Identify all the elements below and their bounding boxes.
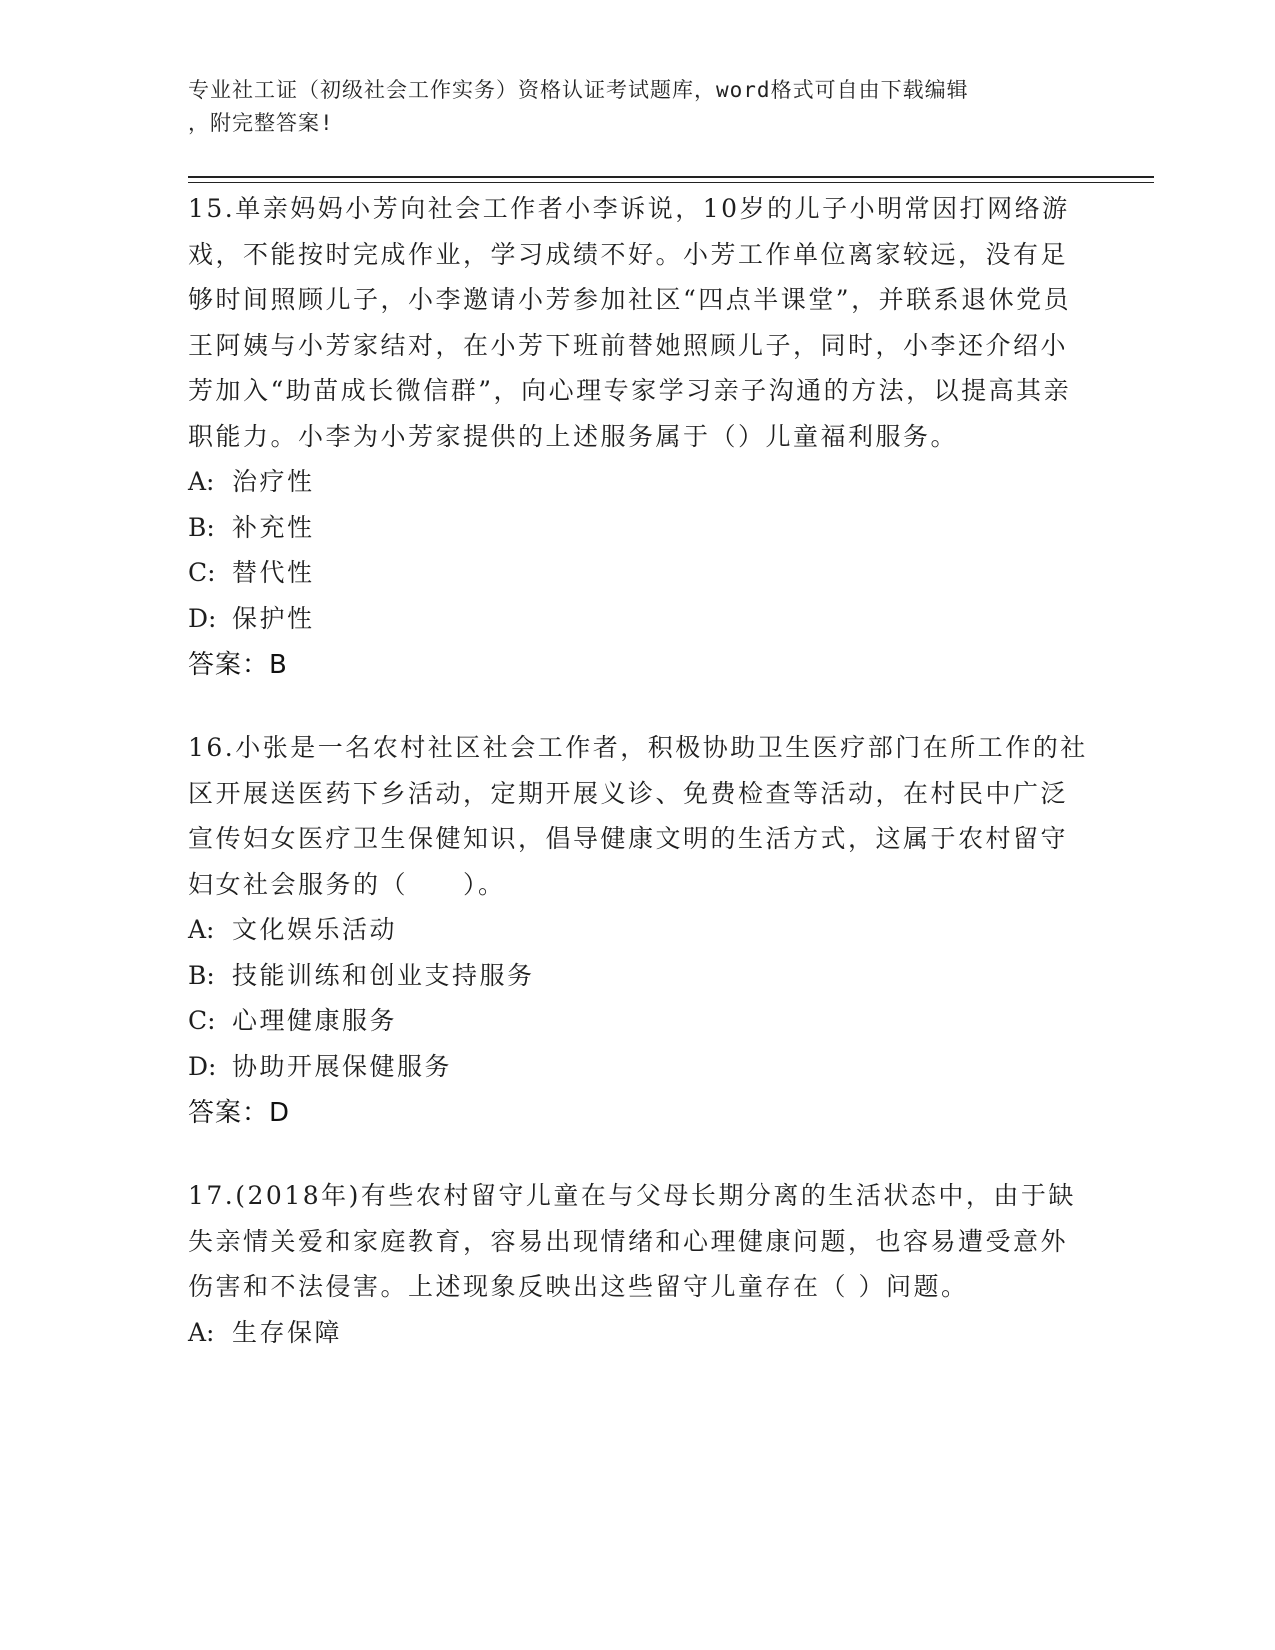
option-text: 治疗性: [232, 467, 315, 496]
option-key: B:: [188, 960, 215, 990]
option-b: [188, 953, 1088, 999]
question-text: 16.小张是一名农村社区社会工作者，积极协助卫生医疗部门在所工作的社区开展送医药下乡活动，定期开展义诊、免费检查等活动，在村民中广泛宣传妇女医疗卫生保健知识，倡导健康文明的生活方式，这属于农村留守妇女社会服务的（ ）。: [188, 733, 1088, 899]
option-d: [188, 596, 1088, 642]
question-15: [188, 186, 1088, 689]
option-b: [188, 505, 1088, 551]
option-key: A:: [188, 1317, 215, 1347]
option-c: [188, 998, 1088, 1044]
header-divider-thin: [188, 182, 1154, 183]
question-16: [188, 725, 1088, 1137]
option-c: [188, 550, 1088, 596]
answer-line: 答案：D: [188, 1098, 291, 1128]
option-text: 心理健康服务: [232, 1006, 398, 1035]
option-text: 生存保障: [232, 1317, 343, 1347]
question-17: [188, 1173, 1088, 1355]
question-text: 15.单亲妈妈小芳向社会工作者小李诉说，10岁的儿子小明常因打网络游戏，不能按时完成作业，学习成绩不好。小芳工作单位离家较远，没有足够时间照顾儿子，小李邀请小芳参加社区“四点半课堂”，并联系退休党员王阿姨与小芳家结对，在小芳下班前替她照顾儿子，同时，小李还介绍小芳加入“助苗成长微信群”，向心理专家学习亲子沟通的方法，以提高其亲职能力。小李为小芳家提供的上述服务属于（）儿童福利服务。: [188, 194, 1072, 451]
option-key: D:: [188, 603, 217, 633]
option-key: A:: [188, 915, 215, 944]
option-key: A:: [188, 467, 215, 496]
header-line-2: ，附完整答案!: [188, 111, 334, 135]
question-list: [188, 186, 1088, 1391]
document-header: [188, 74, 1068, 140]
header-line-1: 专业社工证（初级社会工作实务）资格认证考试题库，word格式可自由下载编辑: [188, 78, 969, 102]
option-text: 文化娱乐活动: [232, 915, 398, 944]
option-text: 技能训练和创业支持服务: [232, 960, 535, 990]
answer-line: 答案：B: [188, 650, 288, 680]
option-a: [188, 907, 1088, 953]
option-text: 补充性: [232, 512, 315, 542]
option-text: 协助开展保健服务: [232, 1051, 453, 1081]
option-text: 替代性: [232, 558, 315, 587]
option-key: C:: [188, 1006, 216, 1035]
question-text: 17.(2018年)有些农村留守儿童在与父母长期分离的生活状态中，由于缺失亲情关爱和家庭教育，容易出现情绪和心理健康问题，也容易遭受意外伤害和不法侵害。上述现象反映出这些留守儿童存在（ ）问题。: [188, 1181, 1076, 1301]
option-a: [188, 1310, 1088, 1356]
option-key: B:: [188, 512, 215, 542]
option-d: [188, 1044, 1088, 1090]
option-key: D:: [188, 1051, 217, 1081]
option-a: [188, 459, 1088, 505]
option-key: C:: [188, 558, 216, 587]
option-text: 保护性: [232, 603, 315, 633]
header-divider-thick: [188, 176, 1154, 178]
